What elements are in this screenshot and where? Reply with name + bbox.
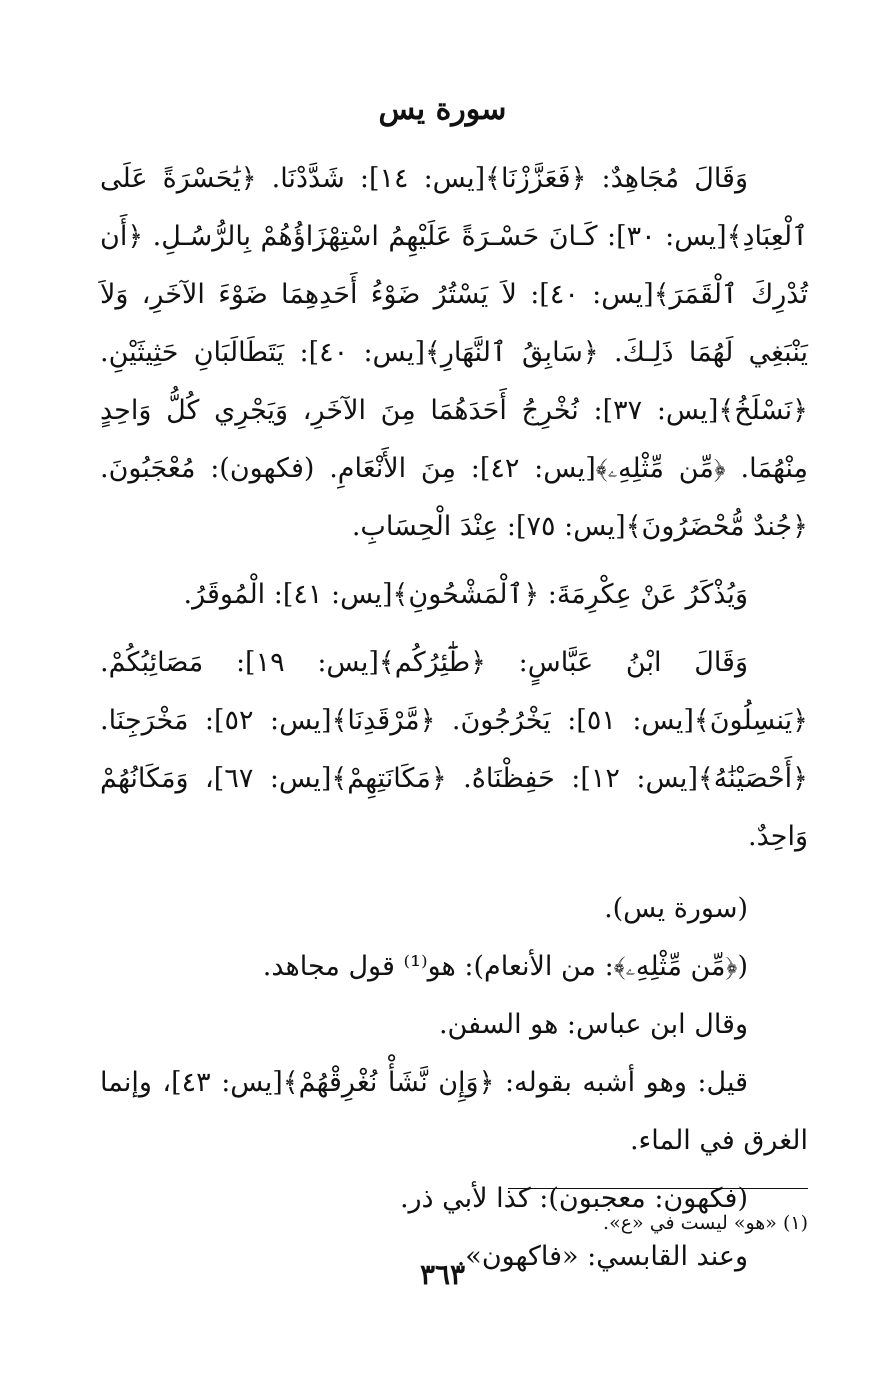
commentary-line: وعند القابسي: «فاكهون». [456,1241,748,1272]
commentary-line: (﴿مِّن مِّثْلِهِۦ﴾: من الأنعام): هو⁽¹⁾ قول مجاهد. [262,951,748,982]
paragraph-ibn-abbas: وَقَالَ ابْنُ عَبَّاسٍ: ﴿طَٰٓئِرُكُم﴾[يس: ١٩]: مَصَائِبُكُمْ. ﴿يَنسِلُونَ﴾[يس: ٥١]: يَخْرُجُونَ. ﴿مَّرْقَدِنَا﴾[يس: ٥٢]: مَخْرَجِنَا. ﴿أَحْصَيْنَٰهُ﴾[يس: ١٢]: حَفِظْنَاهُ. ﴿مَكَانَتِهِمْ﴾[يس: ٦٧]، وَمَكَانُهُمْ وَاحِدٌ. [100,647,808,852]
commentary-line: (فكهون: معجبون): كذا لأبي ذر. [399,1183,748,1214]
paragraph-ikrimah: وَيُذْكَرُ عَنْ عِكْرِمَةَ: ﴿ٱلْمَشْحُونِ﴾[يس: ٤١]: الْمُوقَرُ. [183,579,748,610]
page-title: سورة يس [378,92,507,127]
footnote-divider [508,1188,808,1189]
page-number: ٣٦٣ [419,1258,466,1291]
main-text [100,150,808,1286]
commentary-line: وقال ابن عباس: هو السفن. [438,1009,748,1040]
commentary-line: قيل: وهو أشبه بقوله: ﴿وَإِن نَّشَأْ نُغْرِقْهُمْ﴾[يس: ٤٣]، وإنما الغرق في الماء. [100,1067,808,1156]
paragraph-mujahid: وَقَالَ مُجَاهِدٌ: ﴿فَعَزَّزْنَا﴾[يس: ١٤]: شَدَّدْنَا. ﴿يَٰحَسْرَةً عَلَى ٱلْعِبَادِ﴾[يس: ٣٠]: كَـانَ حَسْـرَةً عَلَيْهِمُ اسْتِهْزَاؤُهُمْ بِالرُّسُـلِ. ﴿أَن تُدْرِكَ ٱلْقَمَرَ﴾[يس: ٤٠]: لاَ يَسْتُرُ ضَوْءُ أَحَدِهِمَا ضَوْءَ الآخَرِ، وَلاَ يَنْبَغِي لَهُمَا ذَلِـكَ. ﴿سَابِقُ ٱلنَّهَارِ﴾[يس: ٤٠]: يَتَطَالَبَانِ حَثِيثَيْنِ. ﴿نَسْلَخُ﴾[يس: ٣٧]: نُخْرِجُ أَحَدَهُمَا مِنَ الآخَرِ، وَيَجْرِي كُلُّ وَاحِدٍ مِنْهُمَا. ﴿مِّن مِّثْلِهِۦ﴾[يس: ٤٢]: مِنَ الأَنْعَامِ. (فكهون): مُعْجَبُونَ. ﴿جُندٌ مُّحْضَرُونَ﴾[يس: ٧٥]: عِنْدَ الْحِسَابِ. [100,163,808,542]
footnote: (١) «هو» ليست في «ع». [603,1212,808,1234]
commentary-heading: (سورة يس). [604,893,748,924]
